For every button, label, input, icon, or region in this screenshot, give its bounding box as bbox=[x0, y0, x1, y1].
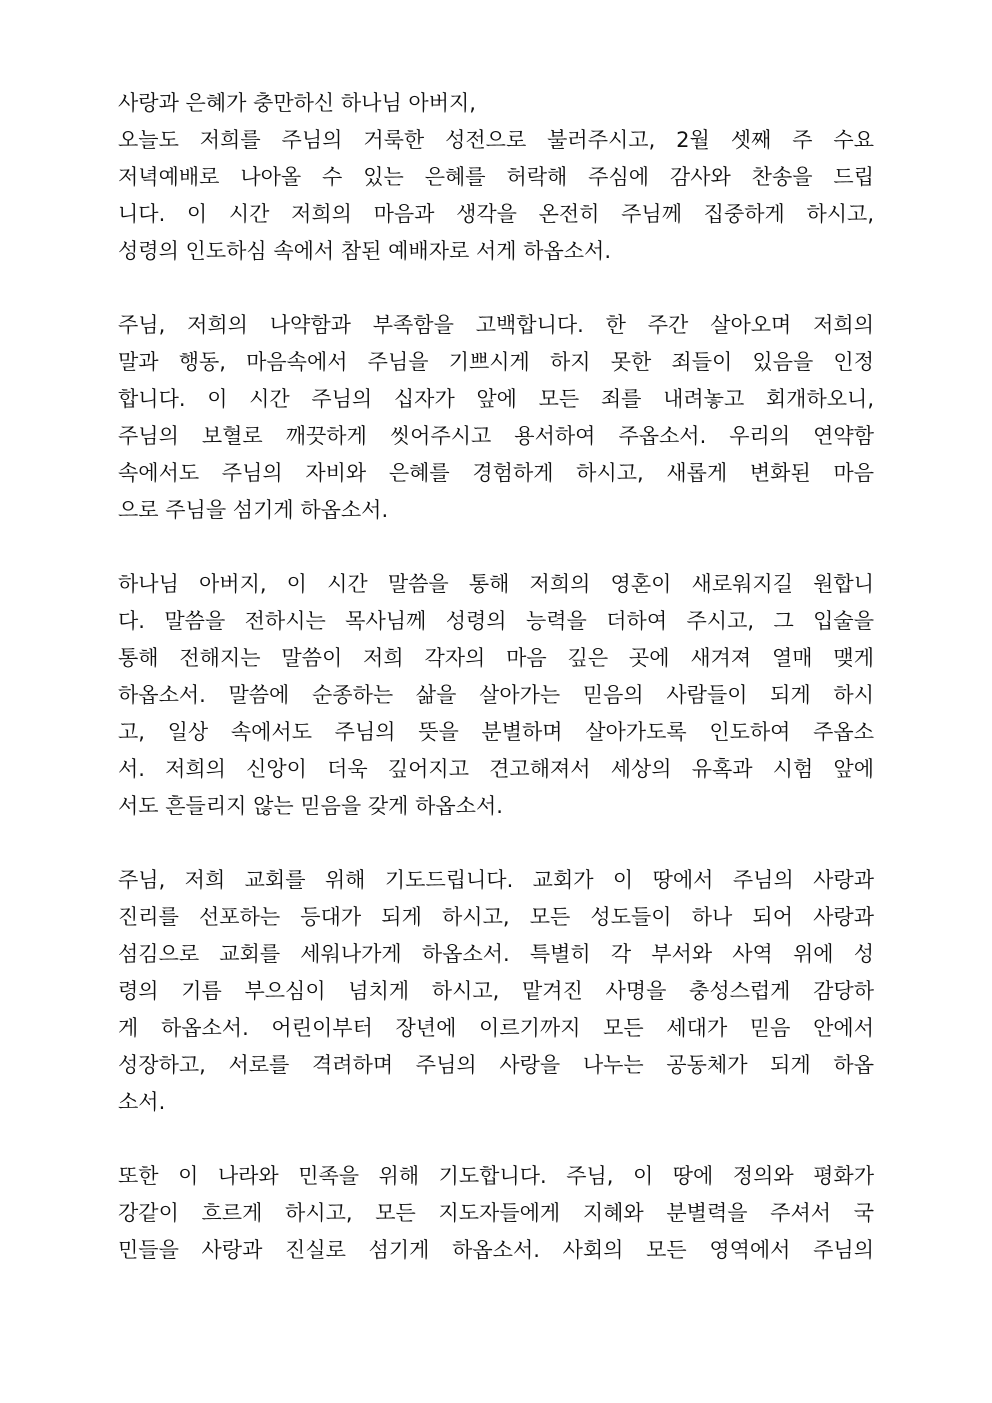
paragraph-confession bbox=[118, 307, 874, 529]
text-line: 성령의 인도하심 속에서 참된 예배자로 서게 하옵소서. bbox=[118, 239, 612, 263]
text-line: 주님, 저희 교회를 위해 기도드립니다. 교회가 이 땅에서 주님의 사랑과 bbox=[118, 868, 874, 892]
paragraph-opening bbox=[118, 85, 874, 270]
text-line: 속에서도 주님의 자비와 은혜를 경험하게 하시고, 새롭게 변화된 마음 bbox=[118, 461, 874, 485]
text-line: 성장하고, 서로를 격려하며 주님의 사랑을 나누는 공동체가 되게 하옵 bbox=[118, 1053, 874, 1077]
paragraph-nation bbox=[118, 1158, 874, 1269]
paragraph-church bbox=[118, 862, 874, 1121]
text-line: 게 하옵소서. 어린이부터 장년에 이르기까지 모든 세대가 믿음 안에서 bbox=[118, 1016, 874, 1040]
text-line: 소서. bbox=[118, 1090, 166, 1114]
text-line: 주님, 저희의 나약함과 부족함을 고백합니다. 한 주간 살아오며 저희의 bbox=[118, 313, 874, 337]
text-line: 서도 흔들리지 않는 믿음을 갖게 하옵소서. bbox=[118, 794, 503, 818]
text-line: 오늘도 저희를 주님의 거룩한 성전으로 불러주시고, 2월 셋째 주 수요 bbox=[118, 128, 874, 152]
text-line: 저녁예배로 나아올 수 있는 은혜를 허락해 주심에 감사와 찬송을 드립 bbox=[118, 165, 874, 189]
text-line: 령의 기름 부으심이 넘치게 하시고, 맡겨진 사명을 충성스럽게 감당하 bbox=[118, 979, 874, 1003]
text-line: 으로 주님을 섬기게 하옵소서. bbox=[118, 498, 389, 522]
text-line: 강같이 흐르게 하시고, 모든 지도자들에게 지혜와 분별력을 주셔서 국 bbox=[118, 1201, 874, 1225]
text-line: 또한 이 나라와 민족을 위해 기도합니다. 주님, 이 땅에 정의와 평화가 bbox=[118, 1164, 874, 1188]
text-line: 말과 행동, 마음속에서 주님을 기쁘시게 하지 못한 죄들이 있음을 인정 bbox=[118, 350, 874, 374]
text-line: 다. 말씀을 전하시는 목사님께 성령의 능력을 더하여 주시고, 그 입술을 bbox=[118, 609, 874, 633]
text-line: 하나님 아버지, 이 시간 말씀을 통해 저희의 영혼이 새로워지길 원합니 bbox=[118, 572, 874, 596]
text-line: 고, 일상 속에서도 주님의 뜻을 분별하며 살아가도록 인도하여 주옵소 bbox=[118, 720, 874, 744]
text-line: 하옵소서. 말씀에 순종하는 삶을 살아가는 믿음의 사람들이 되게 하시 bbox=[118, 683, 874, 707]
text-line: 진리를 선포하는 등대가 되게 하시고, 모든 성도들이 하나 되어 사랑과 bbox=[118, 905, 874, 929]
text-line: 섬김으로 교회를 세워나가게 하옵소서. 특별히 각 부서와 사역 위에 성 bbox=[118, 942, 874, 966]
paragraph-word bbox=[118, 566, 874, 825]
text-line: 사랑과 은혜가 충만하신 하나님 아버지, bbox=[118, 91, 476, 115]
text-line: 합니다. 이 시간 주님의 십자가 앞에 모든 죄를 내려놓고 회개하오니, bbox=[118, 387, 874, 411]
text-line: 민들을 사랑과 진실로 섬기게 하옵소서. 사회의 모든 영역에서 주님의 bbox=[118, 1238, 874, 1262]
text-line: 주님의 보혈로 깨끗하게 씻어주시고 용서하여 주옵소서. 우리의 연약함 bbox=[118, 424, 874, 448]
text-line: 니다. 이 시간 저희의 마음과 생각을 온전히 주님께 집중하게 하시고, bbox=[118, 202, 874, 226]
text-line: 통해 전해지는 말씀이 저희 각자의 마음 깊은 곳에 새겨져 열매 맺게 bbox=[118, 646, 874, 670]
text-line: 서. 저희의 신앙이 더욱 깊어지고 견고해져서 세상의 유혹과 시험 앞에 bbox=[118, 757, 874, 781]
prayer-text bbox=[118, 85, 874, 1306]
